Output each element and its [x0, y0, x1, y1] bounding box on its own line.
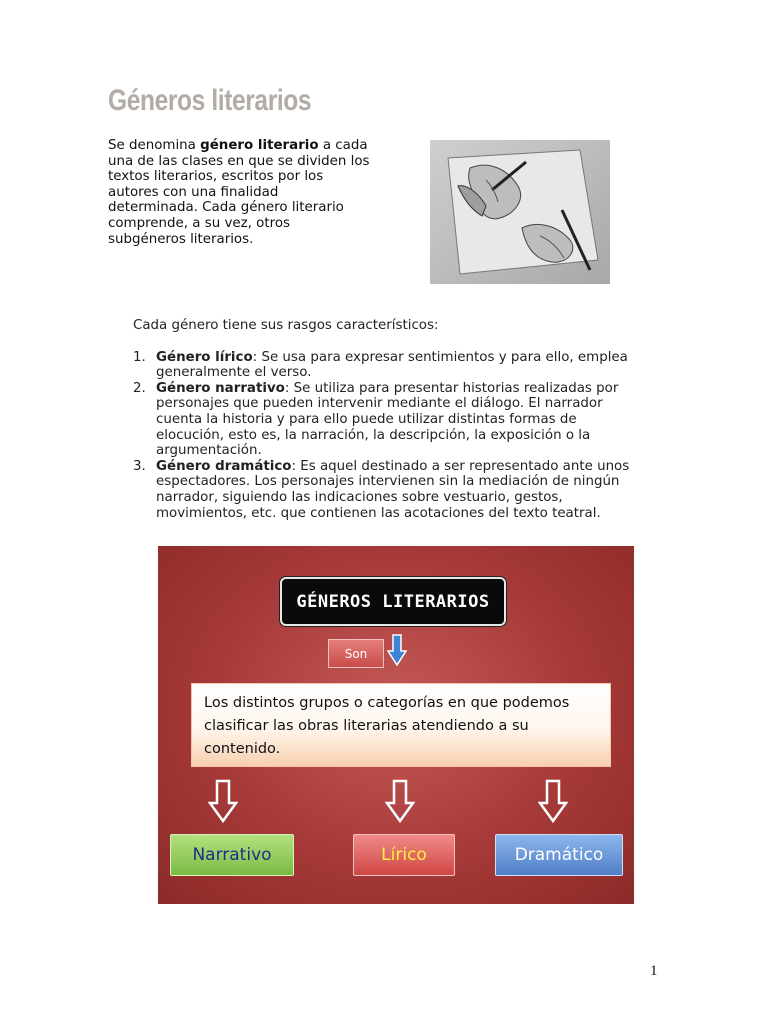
drawing-hands-image — [430, 140, 610, 284]
intro-text-end: a cada una de las clases en que se dividen los textos literarios, escritos por los autores con una finalidad determinada. Cada género literario comprende, a su vez, otros subgéneros literarios. — [108, 138, 370, 247]
list-term: Género dramático — [156, 458, 292, 474]
intro-text-start: Se denomina — [108, 138, 201, 153]
list-number: 3. — [133, 458, 146, 474]
intro-bold-term: género literario — [200, 138, 319, 153]
characteristics-lead: Cada género tiene sus rasgos característicos: — [133, 318, 439, 333]
arrow-down-icon — [208, 779, 238, 823]
page-number: 1 — [650, 963, 658, 979]
genres-list — [133, 350, 633, 522]
diagram-definition: Los distintos grupos o categorías en que podemos clasificar las obras literarias atendiendo a su contenido. — [191, 683, 611, 767]
list-text: : Se usa para expresar sentimientos y para ello, emplea generalmente el verso. — [156, 349, 628, 381]
list-term: Género narrativo — [156, 380, 285, 396]
genre-box-lirico: Lírico — [353, 834, 455, 876]
arrow-down-icon — [538, 779, 568, 823]
arrow-down-blue-icon — [387, 634, 407, 666]
diagram-connector: Son — [328, 639, 384, 668]
intro-paragraph — [108, 138, 370, 247]
list-item — [133, 350, 633, 381]
diagram-title: GÉNEROS LITERARIOS — [280, 577, 506, 626]
genres-diagram — [158, 546, 634, 904]
list-number: 2. — [133, 380, 146, 396]
characteristics-section — [133, 318, 633, 521]
arrow-down-icon — [385, 779, 415, 823]
genre-box-dramatico: Dramático — [495, 834, 623, 876]
list-number: 1. — [133, 349, 146, 365]
page-title: Géneros literarios — [108, 84, 312, 117]
list-item — [133, 459, 633, 521]
list-text: : Se utiliza para presentar historias realizadas por personajes que pueden intervenir mediante el diálogo. El narrador cuenta la historia y para ello puede utilizar distintas formas de elocución, esto es, la narración, la descripción, la exposición o la argumentación. — [156, 380, 619, 459]
list-text: : Es aquel destinado a ser representado ante unos espectadores. Los personajes intervienen sin la mediación de ningún narrador, siguiendo las indicaciones sobre vestuario, gestos, movimientos, etc. que contienen las acotaciones del texto teatral. — [156, 458, 630, 521]
list-term: Género lírico — [156, 349, 253, 365]
genre-box-narrativo: Narrativo — [170, 834, 294, 876]
list-item — [133, 381, 633, 459]
